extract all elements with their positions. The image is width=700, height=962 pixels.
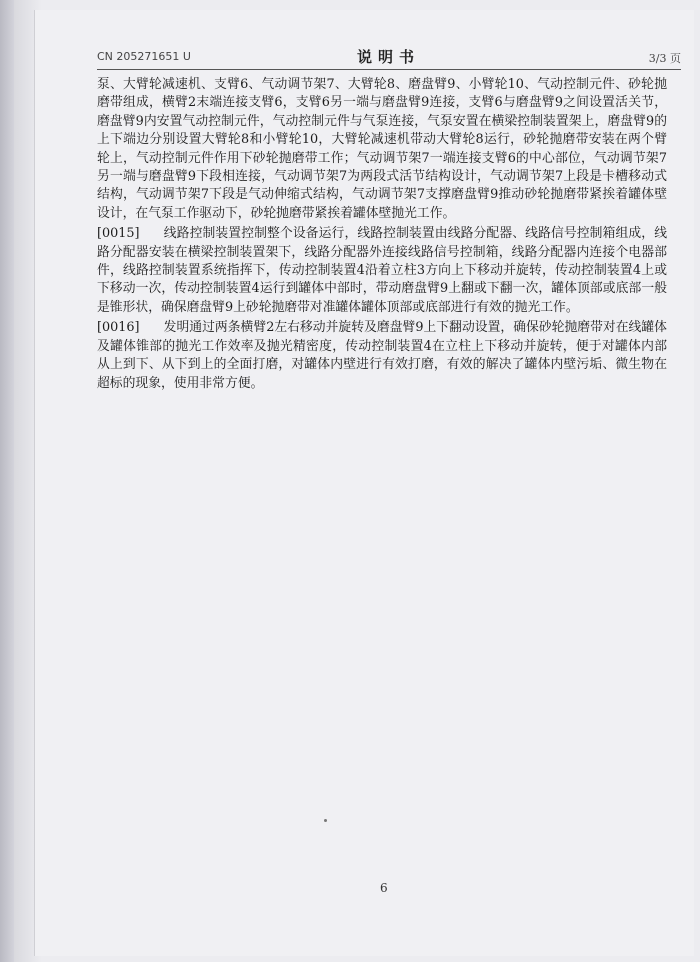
paragraph-0015 — [97, 225, 667, 317]
paragraph-text: 线路控制装置控制整个设备运行，线路控制装置由线路分配器、线路信号控制箱组成，线路分配器安装在横梁控制装置架下，线路分配器外连接线路信号控制箱，线路分配器内连接个电器部件，线路控制装置系统指挥下，传动控制装置4沿着立柱3方向上下移动并旋转，传动控制装置4上或下移动一次，传动控制装置4运行到罐体中部时，带动磨盘臂9上翻或下翻一次，罐体顶部或底部一般是锥形状，确保磨盘臂9上砂轮抛磨带对准罐体罐体顶部或底部进行有效的抛光工作。 — [97, 226, 667, 315]
body-text — [97, 76, 667, 393]
paragraph-continued — [97, 76, 667, 223]
paragraph-0016 — [97, 319, 667, 393]
scan-speck — [324, 819, 327, 822]
page-indicator: 3/3 页 — [648, 52, 681, 65]
paragraph-number: [0015] — [97, 226, 140, 242]
page-number: 6 — [380, 881, 388, 895]
paragraph-number: [0016] — [97, 320, 140, 336]
header-rule — [97, 69, 681, 70]
page-header — [97, 44, 681, 68]
document-title: 说明书 — [357, 48, 421, 66]
paragraph-text: 泵、大臂轮减速机、支臂6、气动调节架7、大臂轮8、磨盘臂9、小臂轮10、气动控制元件、砂轮抛磨带组成，横臂2末端连接支臂6，支臂6另一端与磨盘臂9连接，支臂6与磨盘臂9之间设置活关节，磨盘臂9内安置气动控制元件，气动控制元件与气泵连接，气泵安置在横梁控制装置架上，磨盘臂9的上下端边分别设置大臂轮8和小臂轮10，大臂轮减速机带动大臂轮8运行，砂轮抛磨带安装在两个臂轮上，气动控制元件作用下砂轮抛磨带工作；气动调节架7一端连接支臂6的中心部位，气动调节架7另一端与磨盘臂9下段相连接，气动调节架7为两段式活节结构设计，气动调节架7上段是卡槽移动式结构，气动调节架7下段是气动伸缩式结构，气动调节架7支撑磨盘臂9推动砂轮抛磨带紧挨着罐体壁设计，在气泵工作驱动下，砂轮抛磨带紧挨着罐体壁抛光工作。 — [97, 77, 667, 221]
publication-number: CN 205271651 U — [97, 50, 191, 63]
paragraph-text: 发明通过两条横臂2左右移动并旋转及磨盘臂9上下翻动设置，确保砂轮抛磨带对在线罐体及罐体锥部的抛光工作效率及抛光精密度，传动控制装置4在立柱上下移动并旋转，便于对罐体内部从上到下、从下到上的全面打磨，对罐体内壁进行有效打磨，有效的解决了罐体内壁污垢、微生物在超标的现象，使用非常方便。 — [97, 320, 667, 391]
